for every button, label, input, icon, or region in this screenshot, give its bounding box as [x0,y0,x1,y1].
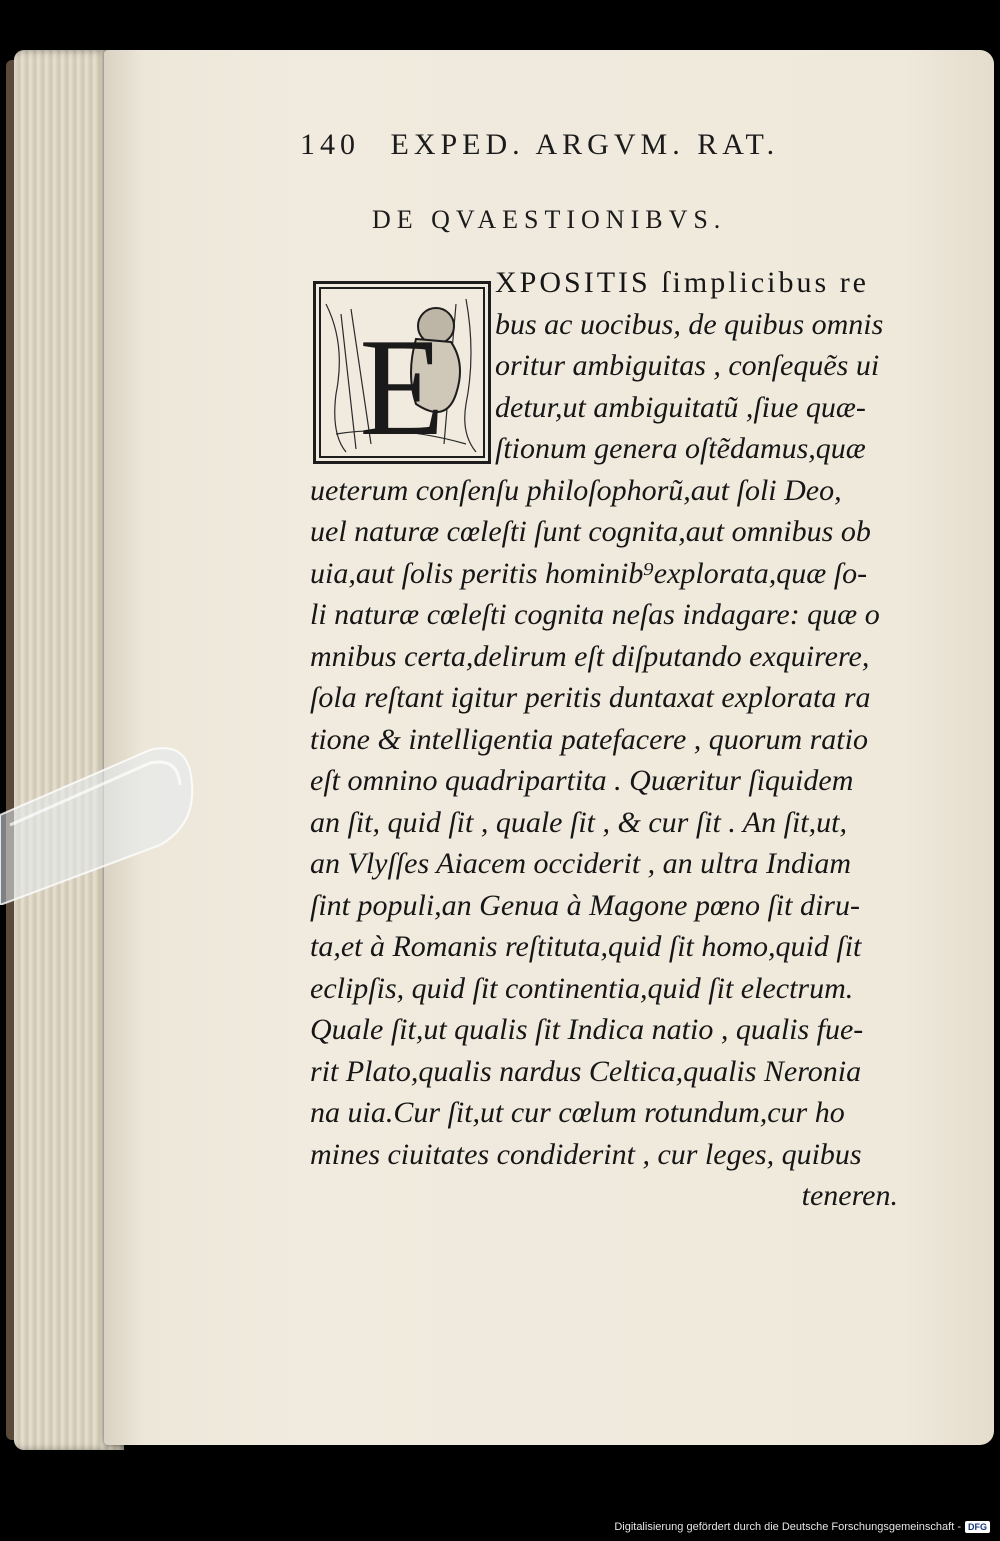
text-line: detur,ut ambiguitatũ ,ſiue quæ- [495,390,866,424]
text-line: XPOSITIS ſimplicibus re [495,266,869,299]
text-line: Quale ſit,ut qualis ſit Indica natio , qualis fue- [310,1013,864,1046]
text-line: na uia.Cur ſit,ut cur cœlum rotundum,cur ho [310,1096,845,1129]
text-line: ueterum conſenſu philoſophorũ,aut ſoli Deo, [310,473,842,507]
digitization-footer [614,1521,990,1533]
text-line: uia,aut ſolis peritis hominib⁹explorata,quæ ſo- [310,556,868,590]
section-title: DE QVAESTIONIBVS. [372,205,727,234]
text-line: eſt omnino quadripartita . Quæritur ſiquidem [310,764,854,797]
text-line: rit Plato,qualis nardus Celtica,qualis Neronia [310,1054,862,1088]
text-line: ta,et à Romanis reſtituta,quid ſit homo,quid ſit [310,930,862,963]
text-line: uel naturæ cœleſti ſunt cognita,aut omnibus ob [310,515,871,548]
text-line: bus ac uocibus, de quibus omnis [495,307,884,341]
catchword: teneren. [801,1179,898,1212]
text-line: ſtionum genera oſtẽdamus,quæ [495,432,866,465]
text-line: ſint populi,an Genua à Magone pœno ſit diru- [310,888,860,922]
text-line: eclipſis, quid ſit continentia,quid ſit electrum. [310,971,854,1005]
initial-letter: E [359,310,445,461]
text-line: li naturæ cœleſti cognita neſas indagare: quæ o [310,598,880,631]
body-text [310,262,910,1217]
text-line: an ſit, quid ſit , quale ſit , & cur ſit . An ſit,ut, [310,805,847,839]
dfg-logo: DFG [965,1521,990,1533]
footer-text: Digitalisierung gefördert durch die Deutsche Forschungsgemeinschaft - [614,1521,961,1533]
text-line: an Vlyſſes Aiacem occiderit , an ultra Indiam [310,847,852,880]
text-line: mnibus certa,delirum eſt diſputando exquirere, [310,639,870,673]
running-header [300,128,890,162]
page-holder-clip [0,745,195,905]
text-line: mines ciuitates condiderint , cur leges, quibus [310,1137,862,1171]
text-line: oritur ambiguitas , conſequẽs ui [495,349,880,382]
text-line: ſola reſtant igitur peritis duntaxat explorata ra [310,681,871,714]
page-number: 140 [300,128,360,161]
text-line: tione & intelligentia patefacere , quorum ratio [310,722,868,756]
running-title: EXPED. ARGVM. RAT. [390,128,780,161]
